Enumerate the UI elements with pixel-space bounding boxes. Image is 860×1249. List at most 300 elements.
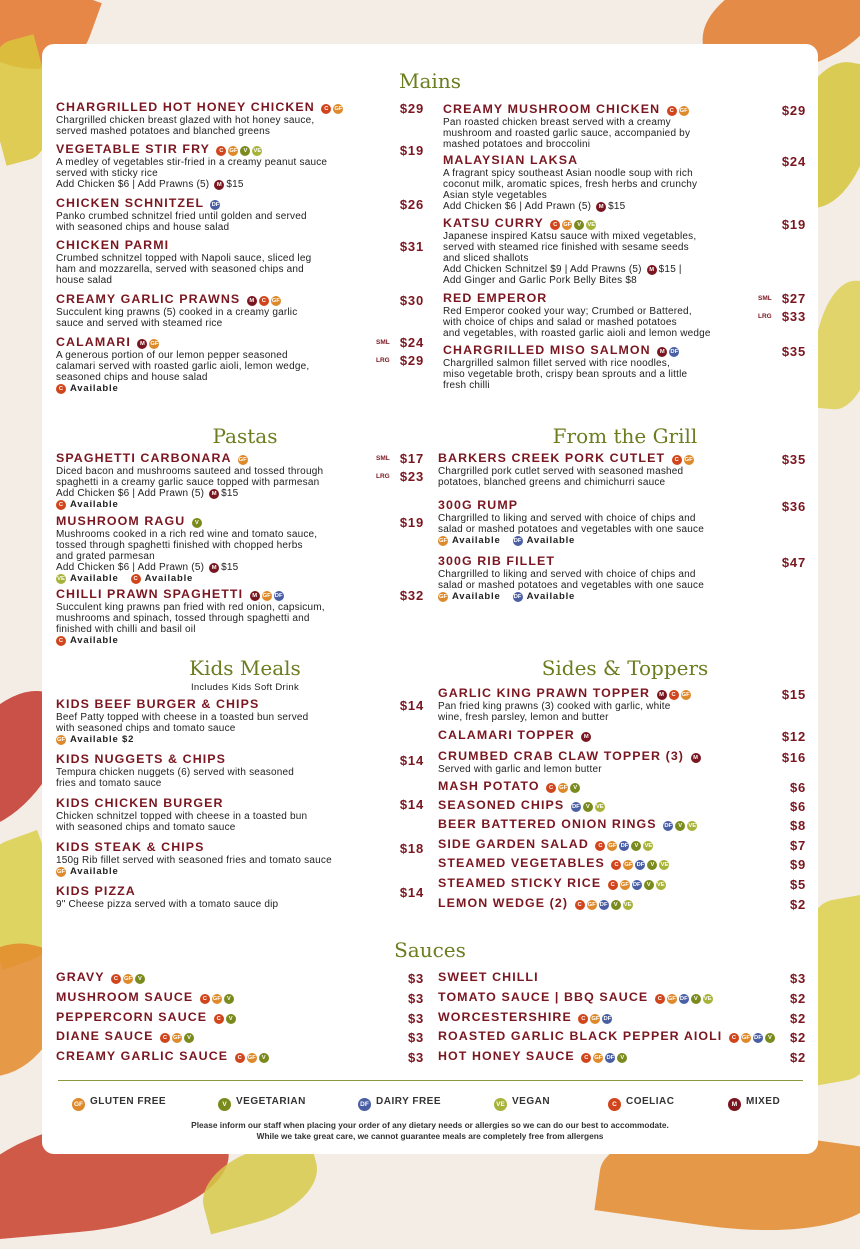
size-label: LRG — [758, 313, 772, 320]
badge-vegetarian-icon: V — [192, 518, 202, 528]
menu-item-price: $32 — [399, 588, 424, 603]
availability-text: Available — [526, 591, 576, 602]
badge-vegan-icon: VE — [595, 804, 604, 810]
menu-item-description — [438, 569, 768, 591]
badge-coeliac-icon: C — [595, 841, 605, 851]
badge-dairy-free-icon: DF — [679, 996, 688, 1002]
badge-gluten-free-icon: GF — [72, 1098, 85, 1111]
allergy-note: Please inform our staff when placing your order of any dietary needs or allergies so we can do our best to accommodate. — [191, 1120, 669, 1130]
legend-item — [606, 1096, 675, 1111]
menu-item — [438, 749, 768, 775]
menu-item — [56, 990, 386, 1005]
menu-item-title: PEPPERCORN SAUCE — [56, 1010, 208, 1024]
menu-item-description — [438, 466, 768, 488]
menu-item-description-text: A fragrant spicy southeast Asian noodle soup with rich coconut milk, aromatic spices, fresh herbs and crunchy Asian style vegetables Add Chicken $6 | Add Prawn (5) — [443, 168, 698, 212]
menu-item-description-text: Red Emperor cooked your way; Crumbed or Battered, with choice of chips and salad or mashed potatoes and vegetables, with roasted garlic aioli and lemon wedge — [443, 306, 711, 339]
menu-item — [443, 291, 773, 339]
menu-item-title: CHARGRILLED MISO SALMON — [443, 343, 651, 357]
menu-item-title: VEGETABLE STIR FRY — [56, 142, 210, 156]
menu-item — [56, 100, 386, 137]
badge-coeliac-icon: C — [546, 783, 556, 793]
legend-label: GLUTEN FREE — [90, 1096, 167, 1107]
badge-dairy-free-icon: DF — [606, 1055, 615, 1061]
menu-item — [438, 876, 768, 891]
menu-item-name — [56, 335, 386, 350]
legend-item — [492, 1096, 550, 1111]
badge-vegan-icon: VE — [660, 862, 669, 868]
menu-item — [56, 970, 386, 985]
menu-item-title: DIANE SAUCE — [56, 1029, 154, 1043]
badge-coeliac-icon: C — [575, 900, 585, 910]
menu-item-price: $19 — [781, 217, 806, 232]
badge-dairy-free-icon: DF — [358, 1098, 371, 1111]
menu-item-title: SPAGHETTI CARBONARA — [56, 451, 232, 465]
menu-item-description-text: Crumbed schnitzel topped with Napoli sauce, sliced leg ham and mozzarella, served with seasoned chips and house salad — [56, 253, 312, 286]
badge-coeliac-icon: C — [235, 1053, 245, 1063]
availability-text: Available — [70, 383, 119, 394]
menu-item-price: $35 — [781, 452, 806, 467]
badge-dairy-free-icon: DF — [571, 804, 580, 810]
badge-vegetarian-icon: V — [691, 994, 701, 1004]
badge-mixed-icon: M — [657, 347, 667, 357]
menu-item — [56, 514, 386, 584]
menu-item-price: $3 — [407, 991, 424, 1006]
menu-item — [56, 196, 386, 233]
menu-item-description — [438, 701, 768, 723]
menu-item-description-text: Diced bacon and mushrooms sauteed and tossed through spaghetti in a creamy garlic sauce topped with parmesan Add Chicken $6 | Add Prawn (5) — [56, 466, 324, 499]
menu-item-title: KIDS CHICKEN BURGER — [56, 796, 224, 810]
menu-item-name — [443, 153, 773, 168]
menu-item-price: $14 — [399, 753, 424, 768]
menu-item — [56, 697, 386, 745]
badge-gluten-free-icon: GF — [334, 106, 343, 112]
menu-item-addon-price: $15 | Add Ginger and Garlic Pork Belly Bites $8 — [443, 264, 682, 286]
menu-item-price: $14 — [399, 698, 424, 713]
badge-dairy-free-icon: DF — [620, 843, 629, 849]
menu-item-title: CHILLI PRAWN SPAGHETTI — [56, 587, 244, 601]
menu-item-description — [56, 899, 386, 910]
menu-item — [56, 796, 386, 833]
badge-gluten-free-icon: GF — [624, 862, 633, 868]
badge-vegetarian-icon: V — [574, 220, 584, 230]
menu-item-name — [443, 343, 773, 358]
section-title-sauces: Sauces — [394, 938, 466, 962]
menu-item-name — [438, 1010, 768, 1025]
menu-item-description — [56, 157, 386, 190]
badge-gluten-free-icon: GF — [681, 692, 690, 698]
menu-item-name — [56, 752, 386, 767]
menu-item-name — [438, 498, 768, 513]
badge-coeliac-icon: C — [669, 690, 679, 700]
badge-coeliac-icon: C — [56, 500, 66, 510]
badge-mixed-icon: M — [647, 265, 657, 275]
badge-mixed-icon: M — [691, 753, 701, 763]
section-title-pastas: Pastas — [212, 424, 278, 448]
menu-item-description-text: Panko crumbed schnitzel fried until golden and served with seasoned chips and house salad — [56, 211, 307, 233]
availability-line — [56, 383, 386, 394]
badge-gluten-free-icon: GF — [229, 148, 238, 154]
menu-item-title: MUSHROOM SAUCE — [56, 990, 194, 1004]
size-label: SML — [758, 295, 772, 302]
badge-gluten-free-icon: GF — [563, 222, 572, 228]
legend-item — [356, 1096, 441, 1111]
menu-item-description — [443, 231, 773, 286]
availability-text: Available $2 — [70, 734, 135, 745]
menu-item-description — [56, 211, 386, 233]
badge-gluten-free-icon: GF — [262, 593, 271, 599]
badge-gluten-free-icon: GF — [594, 1055, 603, 1061]
legend-item — [70, 1096, 166, 1111]
availability-line — [438, 591, 768, 602]
legend-divider — [58, 1080, 803, 1081]
menu-item — [443, 153, 773, 212]
availability-text: Available — [452, 591, 501, 602]
legend-item — [726, 1096, 780, 1111]
menu-item-description-text: Beef Patty topped with cheese in a toasted bun served with seasoned chips and tomato sauce — [56, 712, 309, 734]
menu-item-title: MASH POTATO — [438, 779, 540, 793]
menu-item-description — [443, 168, 773, 212]
menu-item-description-text: 150g Rib fillet served with seasoned fries and tomato sauce — [56, 855, 332, 866]
availability-line — [56, 499, 386, 510]
badge-vegetarian-icon: V — [617, 1053, 627, 1063]
menu-item — [438, 990, 768, 1005]
menu-item-title: SEASONED CHIPS — [438, 798, 565, 812]
section-title-sides: Sides & Toppers — [541, 656, 709, 680]
menu-item-description — [56, 712, 386, 734]
menu-item-name — [56, 1029, 386, 1044]
availability-text: Available — [70, 499, 119, 510]
badge-gluten-free-icon: GF — [247, 1055, 256, 1061]
menu-item-name — [438, 970, 768, 985]
menu-item-price: $12 — [781, 729, 806, 744]
menu-item-title: CALAMARI TOPPER — [438, 728, 575, 742]
menu-item-price: $18 — [399, 841, 424, 856]
badge-gluten-free-icon: GF — [608, 843, 617, 849]
menu-item-price: $29 — [399, 353, 424, 368]
badge-vegan-icon: VE — [623, 902, 632, 908]
badge-dairy-free-icon: DF — [513, 594, 522, 600]
menu-item-price: $19 — [399, 143, 424, 158]
badge-vegetarian-icon: V — [259, 1053, 269, 1063]
menu-item — [56, 884, 386, 910]
availability-text: Available — [70, 573, 119, 584]
menu-item-price: $23 — [399, 469, 424, 484]
availability-line — [56, 573, 386, 584]
menu-item-price: $6 — [789, 799, 806, 814]
menu-item-price: $3 — [407, 1050, 424, 1065]
menu-item-price: $3 — [407, 1011, 424, 1026]
menu-item-title: GRAVY — [56, 970, 105, 984]
menu-item-price: $3 — [407, 971, 424, 986]
legend-label: DAIRY FREE — [376, 1096, 442, 1107]
menu-item-price: $2 — [789, 897, 806, 912]
menu-item-title: CREAMY MUSHROOM CHICKEN — [443, 102, 661, 116]
menu-item-price: $9 — [789, 857, 806, 872]
legend-label: VEGETARIAN — [236, 1096, 306, 1107]
size-label: LRG — [376, 357, 390, 364]
menu-item-description-text: Succulent king prawns pan fried with red onion, capsicum, mushrooms and spinach, tossed through spaghetti and finished with chilli and basil oil — [56, 602, 325, 635]
menu-item — [56, 1010, 386, 1025]
size-label: SML — [376, 455, 390, 462]
section-title-kids: Kids Meals — [189, 656, 301, 680]
menu-item-price: $24 — [781, 154, 806, 169]
menu-item-description-text: Chargrilled to liking and served with choice of chips and salad or mashed potatoes and vegetables with one sauce — [438, 569, 704, 591]
menu-item-name — [56, 292, 386, 307]
menu-item-price: $33 — [781, 309, 806, 324]
badge-dairy-free-icon: DF — [670, 349, 679, 355]
menu-item-description-text: Chicken schnitzel topped with cheese in a toasted bun with seasoned chips and tomato sauce — [56, 811, 308, 833]
badge-mixed-icon: M — [596, 202, 606, 212]
menu-item-name — [438, 749, 768, 764]
badge-coeliac-icon: C — [259, 296, 269, 306]
badge-mixed-icon: M — [214, 180, 224, 190]
badge-mixed-icon: M — [137, 339, 147, 349]
badge-mixed-icon: M — [250, 591, 260, 601]
badge-gluten-free-icon: GF — [679, 108, 688, 114]
menu-item-addon-price: $15 — [221, 488, 239, 499]
menu-item-description — [56, 307, 386, 329]
menu-item-name — [56, 142, 386, 157]
menu-item-title: CRUMBED CRAB CLAW TOPPER (3) — [438, 749, 685, 763]
kids-subtitle: Includes Kids Soft Drink — [190, 682, 300, 693]
badge-gluten-free-icon: GF — [741, 1035, 750, 1041]
size-label: LRG — [376, 473, 390, 480]
menu-item — [438, 1010, 768, 1025]
menu-item-title: CHARGRILLED HOT HONEY CHICKEN — [56, 100, 315, 114]
menu-item-description-text: Pan roasted chicken breast served with a creamy mushroom and roasted garlic sauce, accompanied by mashed potatoes and broccolini — [443, 117, 691, 150]
menu-item-description — [56, 855, 386, 866]
menu-item-price: $15 — [781, 687, 806, 702]
badge-coeliac-icon: C — [321, 104, 331, 114]
menu-item-name — [56, 514, 386, 529]
availability-line — [56, 635, 386, 646]
badge-coeliac-icon: C — [56, 636, 66, 646]
legend-item — [216, 1096, 306, 1111]
menu-item-price: $30 — [399, 293, 424, 308]
menu-item — [438, 554, 768, 602]
badge-vegetarian-icon: V — [611, 900, 621, 910]
menu-item-description — [443, 358, 773, 391]
badge-dairy-free-icon: DF — [274, 593, 283, 599]
badge-gluten-free-icon: GF — [591, 1016, 600, 1022]
section-title-mains: Mains — [399, 69, 461, 93]
menu-item-price: $27 — [781, 291, 806, 306]
menu-item-description — [56, 115, 386, 137]
badge-coeliac-icon: C — [550, 220, 560, 230]
menu-item — [438, 498, 768, 546]
menu-item-description-text: Served with garlic and lemon butter — [438, 764, 602, 775]
availability-line — [56, 866, 386, 877]
menu-item-title: CALAMARI — [56, 335, 131, 349]
menu-item-name — [56, 1049, 386, 1064]
menu-item-price: $31 — [399, 239, 424, 254]
menu-item — [56, 238, 386, 286]
badge-gluten-free-icon: GF — [271, 298, 280, 304]
badge-vegetarian-icon: V — [644, 880, 654, 890]
badge-vegan-icon: VE — [656, 882, 665, 888]
menu-item-price: $26 — [399, 197, 424, 212]
menu-item-price: $16 — [781, 750, 806, 765]
menu-item-description — [56, 466, 386, 499]
menu-item — [56, 142, 386, 190]
menu-item-price: $36 — [781, 499, 806, 514]
menu-item-name — [438, 1049, 768, 1064]
badge-mixed-icon: M — [247, 296, 257, 306]
badge-gluten-free-icon: GF — [123, 976, 132, 982]
menu-item-name — [443, 216, 773, 231]
menu-item-title: CREAMY GARLIC PRAWNS — [56, 292, 241, 306]
menu-item-title: HOT HONEY SAUCE — [438, 1049, 575, 1063]
badge-dairy-free-icon: DF — [513, 538, 522, 544]
menu-item-addon-price: $15 — [221, 562, 239, 573]
badge-gluten-free-icon: GF — [559, 785, 568, 791]
badge-dairy-free-icon: DF — [211, 202, 220, 208]
badge-vegetarian-icon: V — [135, 974, 145, 984]
badge-vegan-icon: VE — [703, 996, 712, 1002]
badge-vegetarian-icon: V — [631, 841, 641, 851]
menu-item-name — [56, 990, 386, 1005]
availability-text: Available — [526, 535, 576, 546]
menu-item-title: 300G RUMP — [438, 498, 519, 512]
menu-item-name — [56, 840, 386, 855]
badge-gluten-free-icon: GF — [238, 457, 247, 463]
menu-item-title: BARKERS CREEK PORK CUTLET — [438, 451, 666, 465]
menu-item-name — [56, 1010, 386, 1025]
menu-item-title: CHICKEN SCHNITZEL — [56, 196, 204, 210]
badge-coeliac-icon: C — [608, 880, 618, 890]
badge-gluten-free-icon: GF — [620, 882, 629, 888]
availability-text: Available — [70, 866, 119, 877]
availability-line — [438, 535, 768, 546]
menu-item-description — [56, 767, 386, 789]
menu-item-name — [438, 896, 768, 911]
menu-item-description — [438, 513, 768, 535]
menu-item-description-text: Pan fried king prawns (3) cooked with garlic, white wine, fresh parsley, lemon and butter — [438, 701, 671, 723]
badge-coeliac-icon: C — [729, 1033, 739, 1043]
menu-item-title: MALAYSIAN LAKSA — [443, 153, 579, 167]
menu-item-name — [443, 102, 773, 117]
menu-item-title: WORCESTERSHIRE — [438, 1010, 572, 1024]
section-title-grill: From the Grill — [552, 424, 698, 448]
badge-coeliac-icon: C — [578, 1014, 588, 1024]
menu-item — [443, 343, 773, 391]
menu-item — [438, 856, 768, 871]
menu-item-title: SIDE GARDEN SALAD — [438, 837, 589, 851]
menu-item-title: STEAMED STICKY RICE — [438, 876, 602, 890]
badge-gluten-free-icon: GF — [172, 1035, 182, 1041]
menu-item-title: KIDS NUGGETS & CHIPS — [56, 752, 227, 766]
menu-item-price: $6 — [789, 780, 806, 795]
menu-item-price: $17 — [399, 451, 424, 466]
menu-item-price: $5 — [789, 877, 806, 892]
badge-mixed-icon: M — [209, 563, 219, 573]
menu-item-price: $3 — [407, 1030, 424, 1045]
badge-vegetarian-icon: V — [570, 783, 580, 793]
badge-coeliac-icon: C — [608, 1098, 621, 1111]
badge-gluten-free-icon: GF — [438, 538, 448, 544]
menu-item-title: TOMATO SAUCE | BBQ SAUCE — [438, 990, 649, 1004]
menu-item — [56, 451, 386, 510]
badge-vegan-icon: VE — [253, 148, 262, 154]
menu-item-title: STEAMED VEGETABLES — [438, 856, 605, 870]
badge-dairy-free-icon: DF — [603, 1016, 612, 1022]
menu-item-description — [438, 764, 768, 775]
badge-dairy-free-icon: DF — [664, 823, 673, 829]
badge-vegetarian-icon: V — [583, 802, 593, 812]
menu-item-title: ROASTED GARLIC BLACK PEPPER AIOLI — [438, 1029, 723, 1043]
menu-item-name — [438, 1029, 772, 1044]
menu-item-price: $29 — [781, 103, 806, 118]
menu-item-title: CHICKEN PARMI — [56, 238, 170, 252]
menu-item — [438, 1029, 772, 1044]
badge-dairy-free-icon: DF — [599, 902, 608, 908]
menu-item-description — [443, 306, 773, 339]
menu-item-name — [438, 876, 768, 891]
menu-item-title: LEMON WEDGE (2) — [438, 896, 569, 910]
menu-item-name — [56, 100, 386, 115]
badge-vegetarian-icon: V — [226, 1014, 236, 1024]
badge-vegan-icon: VE — [57, 576, 65, 582]
menu-item — [438, 779, 768, 794]
badge-dairy-free-icon: DF — [632, 882, 641, 888]
menu-item-description-text: Mushrooms cooked in a rich red wine and tomato sauce, tossed through spaghetti finished with chopped herbs and grated parmesan Add Chicken $6 | Add Prawn (5) — [56, 529, 318, 573]
menu-item — [56, 335, 386, 394]
badge-gluten-free-icon: GF — [684, 457, 693, 463]
badge-gluten-free-icon: GF — [150, 341, 159, 347]
badge-dairy-free-icon: DF — [636, 862, 645, 868]
menu-item-price: $19 — [399, 515, 424, 530]
menu-item-name — [56, 970, 386, 985]
menu-item-price: $2 — [789, 1011, 806, 1026]
menu-item-description-text: Chargrilled pork cutlet served with seasoned mashed potatoes, blanched greens and chimichurri sauce — [438, 466, 684, 488]
badge-coeliac-icon: C — [611, 860, 621, 870]
menu-item-title: RED EMPEROR — [443, 291, 548, 305]
badge-dairy-free-icon: DF — [754, 1035, 762, 1041]
menu-item-title: 300G RIB FILLET — [438, 554, 556, 568]
badge-coeliac-icon: C — [216, 146, 226, 156]
menu-item — [56, 1029, 386, 1044]
badge-coeliac-icon: C — [200, 994, 210, 1004]
menu-item-description-text: A medley of vegetables stir-fried in a creamy peanut sauce served with sticky rice Add Chicken $6 | Add Prawns (5) — [56, 157, 328, 190]
menu-item-price: $14 — [399, 797, 424, 812]
menu-item — [56, 292, 386, 329]
menu-item-description-text: Chargrilled to liking and served with choice of chips and salad or mashed potatoes and vegetables with one sauce — [438, 513, 704, 535]
menu-item — [56, 587, 386, 646]
menu-item-title: KATSU CURRY — [443, 216, 544, 230]
menu-item-description — [56, 350, 386, 383]
menu-item-name — [56, 587, 386, 602]
badge-vegetarian-icon: V — [675, 821, 685, 831]
menu-item-price: $35 — [781, 344, 806, 359]
badge-vegetarian-icon: V — [224, 994, 234, 1004]
menu-item-price: $24 — [399, 335, 424, 350]
badge-coeliac-icon: C — [667, 106, 677, 116]
menu-item-name — [438, 990, 768, 1005]
menu-item-price: $47 — [781, 555, 806, 570]
badge-vegetarian-icon: V — [218, 1098, 231, 1111]
badge-vegetarian-icon: V — [647, 860, 657, 870]
menu-item-name — [56, 884, 386, 899]
badge-vegetarian-icon: V — [240, 146, 250, 156]
menu-item-description — [56, 253, 386, 286]
menu-item — [438, 1049, 768, 1064]
badge-vegan-icon: VE — [494, 1098, 507, 1111]
legend-label: VEGAN — [512, 1096, 551, 1107]
menu-item-description-text: A generous portion of our lemon pepper seasoned calamari served with roasted garlic aioli, lemon wedge, seasoned chips and house salad — [56, 350, 310, 383]
menu-item-name — [56, 697, 386, 712]
badge-mixed-icon: M — [657, 690, 667, 700]
badge-vegetarian-icon: V — [184, 1033, 194, 1043]
